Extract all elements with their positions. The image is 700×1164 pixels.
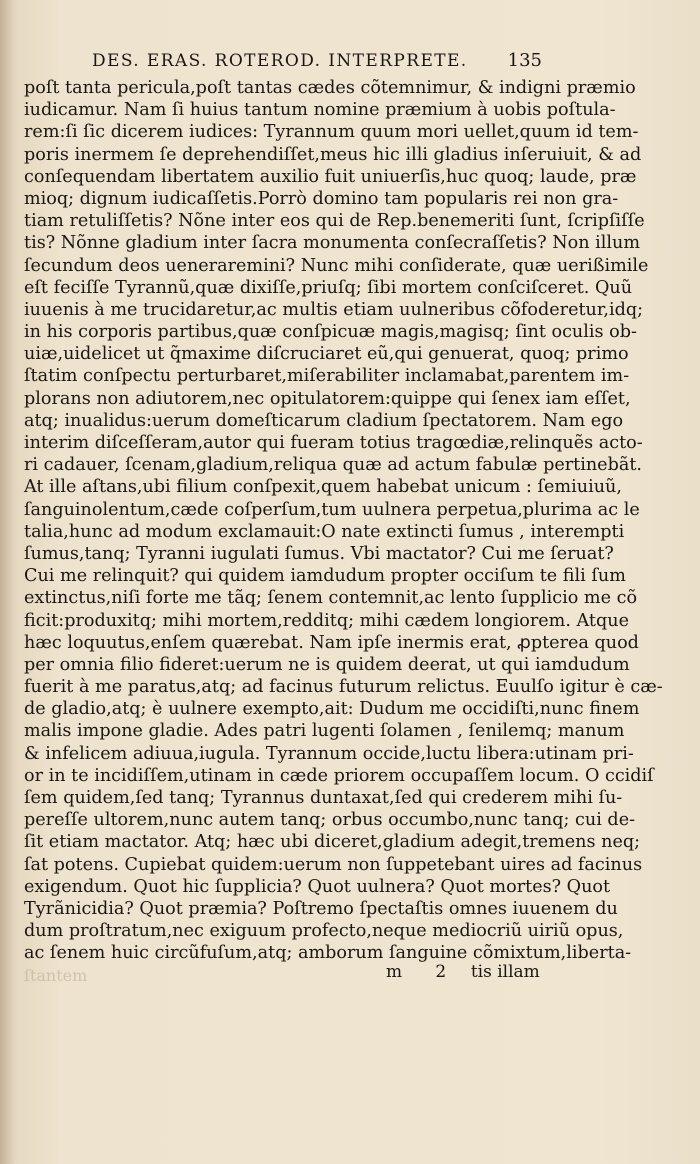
catchword: tis illam <box>470 962 540 982</box>
text-line: extinctus,niſi forte me tãq; ſenem contemnit,ac lento ſupplicio me cõ <box>24 588 638 609</box>
text-line: de gladio,atq; è uulnere exempto,ait: Dudum me occidiſti,nunc finem <box>24 699 640 720</box>
running-head-title: DES. ERAS. ROTEROD. INTERPRETE. <box>92 51 468 71</box>
text-line: dum proſtratum,nec exiguum profecto,neque mediocriũ uiriũ opus, <box>24 921 624 942</box>
folio-number: 135 <box>507 50 542 71</box>
text-line: atq; inualidus:uerum domeſticarum cladium ſpectatorem. Nam ego <box>24 410 624 431</box>
text-line: ri cadauer, ſcenam,gladium,reliqua quæ ad actum fabulæ pertinebãt. <box>24 455 643 476</box>
text-line: tiam retuliſſetis? Nõne inter eos qui de Rep.benemeriti ſunt, ſcripſiſſe <box>24 211 645 232</box>
text-line: & infelicem adiuua,iugula. Tyrannum occide,luctu libera:utinam pri- <box>24 743 634 764</box>
text-block <box>24 77 663 965</box>
text-line: malis impone gladie. Ades patri lugenti ſolamen , ſenilemq; manum <box>24 721 625 742</box>
text-line: pereſſe ultorem,nunc autem tanq; orbus occumbo,nunc tanq; cui de- <box>24 810 636 831</box>
text-line: hæc loquutus,enſem quærebat. Nam ipſe inermis erat, ꝓpterea quod <box>24 632 639 653</box>
text-line: ſumus,tanq; Tyranni iugulati ſumus. Vbi mactator? Cui me ſeruat? <box>24 543 614 564</box>
text-line: ac ſenem huic circũfuſum,atq; amborum ſanguine cõmixtum,liberta- <box>24 943 632 964</box>
text-line: poris inermem ſe deprehendiſſet,meus hic illi gladius inſeruiuit, & ad <box>24 144 642 165</box>
text-line: ſtatim conſpectu perturbaret,miſerabiliter inclamabat,parentem im- <box>24 366 630 387</box>
signature-mark: m <box>386 962 403 982</box>
text-line: ſanguinolentum,cæde coſperſum,tum uulnera perpetua,plurima ac le <box>24 499 640 520</box>
text-line: ſit etiam mactator. Atq; hæc ubi diceret,gladium adegit,tremens neq; <box>24 832 641 853</box>
text-line: uiæ,uidelicet ut q̃maxime diſcruciaret eũ,qui genuerat, quoq; primo <box>24 344 629 365</box>
text-line: ſat potens. Cupiebat quidem:uerum non ſuppetebant uires ad facinus <box>24 854 643 875</box>
show-through-text: ſtantem <box>24 966 88 985</box>
text-line: rem:ſi ſic dicerem iudices: Tyrannum quum mori uellet,quum id tem- <box>24 122 639 143</box>
text-line: conſequendam libertatem auxilio fuit uniuerſis,huc quoq; laude, præ <box>24 166 637 187</box>
text-line: interim diſceſſeram,autor qui fueram totius tragœdiæ,relinquẽs acto- <box>24 433 643 453</box>
text-line: exigendum. Quot hic ſupplicia? Quot uulnera? Quot mortes? Quot <box>24 876 611 897</box>
text-line: mioq; dignum iudicaſſetis.Porrò domino tam popularis rei non gra- <box>24 188 619 209</box>
signature-line <box>386 962 546 982</box>
text-line: or in te incidiſſem,utinam in cæde priorem occupaſſem locum. O ccidiſ <box>24 765 654 786</box>
text-line: At ille aſtans,ubi filium conſpexit,quem habebat unicum : ſemiuiuũ, <box>24 477 622 498</box>
text-line: eſt feciſſe Tyrannũ,quæ dixiſſe,priuſq; ſibi mortem conſciſceret. Quũ <box>24 277 633 298</box>
text-line: iuuenis à me trucidaretur,ac multis etiam uulneribus cõfoderetur,idq; <box>24 299 644 320</box>
text-line: iudicamur. Nam ſi huius tantum nomine præmium à uobis poſtula- <box>24 100 616 121</box>
text-line: fuerit à me paratus,atq; ad facinus futurum relictus. Euulſo igitur è cæ- <box>24 677 663 698</box>
text-line: in his corporis partibus,quæ conſpicuæ magis,magisq; ſint oculis ob- <box>24 322 637 343</box>
page-gutter-shadow <box>0 0 14 1164</box>
text-line: ficit:produxitq; mihi mortem,redditq; mihi cædem longiorem. Atque <box>24 610 629 631</box>
signature-number: 2 <box>435 962 447 982</box>
text-line: per omnia filio fideret:uerum ne is quidem deerat, ut qui iamdudum <box>24 654 630 675</box>
text-line: plorans non adiutorem,nec opitulatorem:quippe qui ſenex iam eſſet, <box>24 388 631 409</box>
text-line: ſecundum deos ueneraremini? Nunc mihi conſiderate, quæ uerißimile <box>24 255 649 276</box>
text-line: Cui me relinquit? qui quidem iamdudum propter occiſum te fili ſum <box>24 566 626 587</box>
text-line: poſt tanta pericula,poſt tantas cædes cõtemnimur, & indigni præmio <box>24 78 636 98</box>
text-line: ſem quidem,ſed tanq; Tyrannus duntaxat,ſed qui crederem mihi ſu- <box>24 788 623 808</box>
text-line: Tyrãnicidia? Quot præmia? Poſtremo ſpectaſtis omnes iuuenem du <box>24 898 618 919</box>
running-head <box>92 50 542 76</box>
text-line: talia,hunc ad modum exclamauit:O nate extincti ſumus , interempti <box>24 521 625 542</box>
text-line: tis? Nõnne gladium inter ſacra monumenta conſecraſſetis? Non illum <box>24 233 641 254</box>
